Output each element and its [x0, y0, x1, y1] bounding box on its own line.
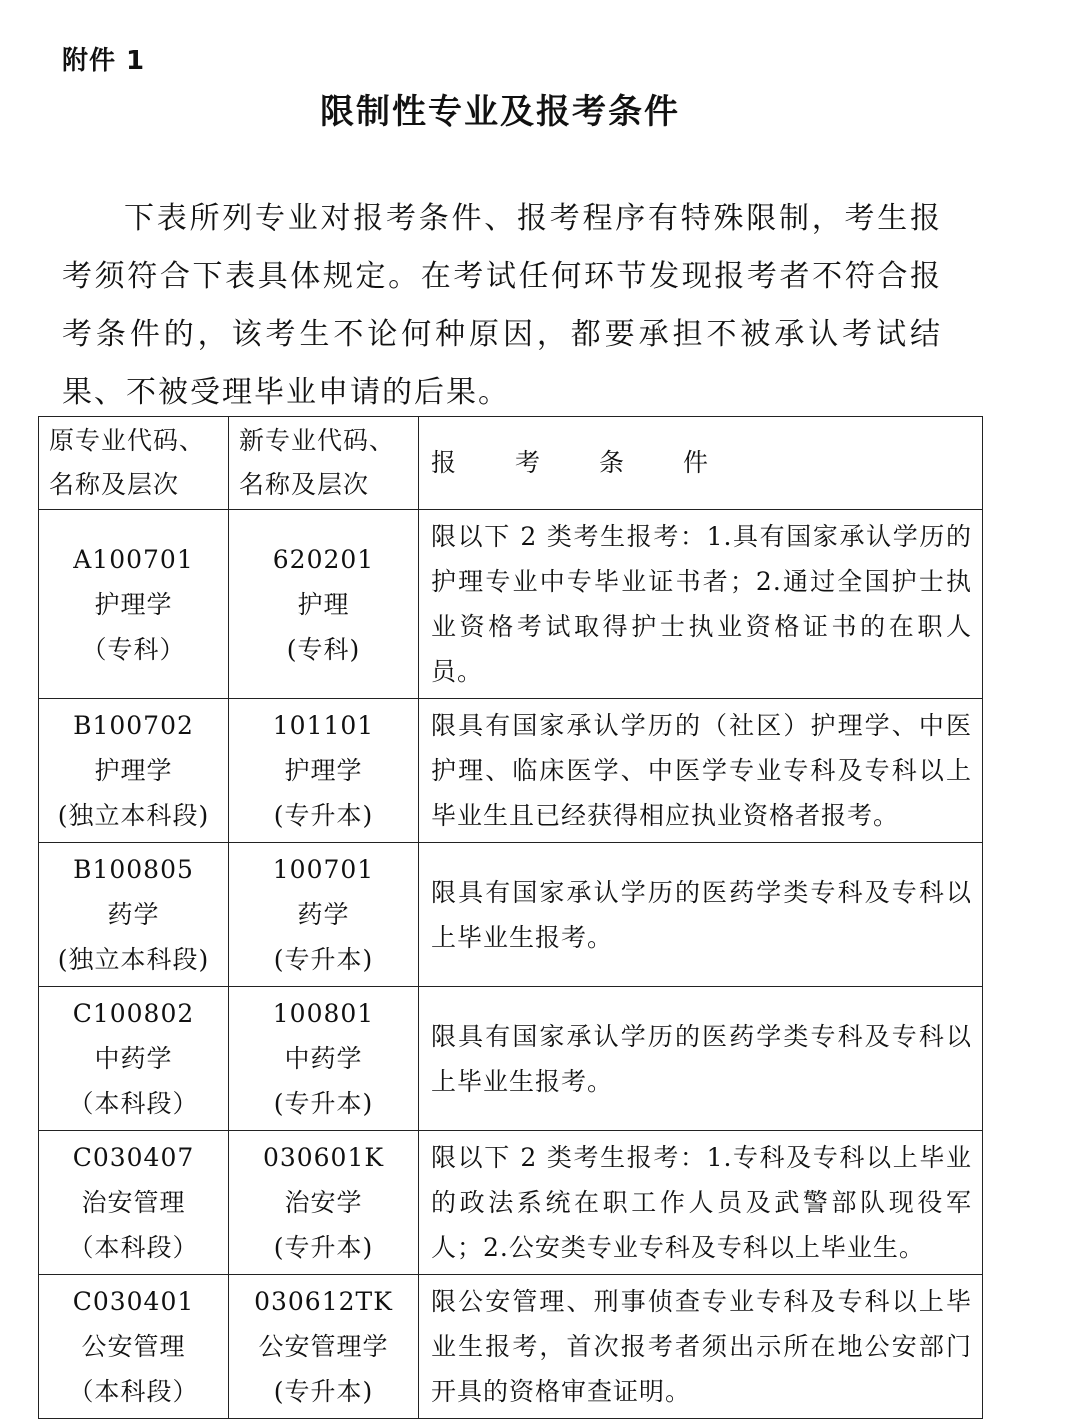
old-name: 药学 [107, 900, 160, 929]
table-row [39, 1275, 983, 1419]
conditions-table [38, 416, 983, 1419]
new-major-cell [229, 843, 419, 987]
old-major-cell [39, 510, 229, 699]
new-major-cell [229, 1275, 419, 1419]
old-name: 公安管理 [81, 1332, 186, 1361]
old-code: C030407 [72, 1143, 195, 1172]
header-old-line2: 名称及层次 [49, 470, 180, 499]
old-name: 中药学 [94, 1044, 173, 1073]
new-name: 公安管理学 [258, 1332, 389, 1361]
new-code: 620201 [272, 544, 375, 574]
old-level: (独立本科段) [57, 945, 210, 974]
new-level: (专科) [286, 634, 361, 664]
new-name: 护理学 [284, 756, 363, 785]
condition-cell: 限具有国家承认学历的（社区）护理学、中医护理、临床医学、中医学专业专科及专科以上毕业生且已经获得相应执业资格者报考。 [419, 699, 983, 843]
new-level: (专升本) [273, 1377, 374, 1406]
condition-cell: 限具有国家承认学历的医药学类专科及专科以上毕业生报考。 [419, 987, 983, 1131]
old-major-cell [39, 843, 229, 987]
old-level: （本科段） [68, 1377, 199, 1406]
new-code: 030601K [262, 1143, 385, 1172]
table-row [39, 510, 983, 699]
header-cond-char: 报 [431, 448, 458, 477]
table-header-row [39, 417, 983, 510]
condition-cell: 限以下 2 类考生报考：1.具有国家承认学历的护理专业中专毕业证书者；2.通过全国护士执业资格考试取得护士执业资格证书的在职人员。 [419, 510, 983, 699]
intro-paragraph: 下表所列专业对报考条件、报考程序有特殊限制，考生报考须符合下表具体规定。在考试任何环节发现报考者不符合报考条件的，该考生不论何种原因，都要承担不被承认考试结果、不被受理毕业申请的后果。 [62, 201, 942, 410]
old-code: C100802 [72, 999, 195, 1028]
old-level: （本科段） [68, 1233, 199, 1262]
new-level: (专升本) [273, 945, 374, 974]
attachment-label: 附件 1 [62, 46, 146, 76]
table-row [39, 843, 983, 987]
new-code: 100801 [272, 999, 375, 1028]
old-name: 护理学 [94, 756, 173, 785]
new-code: 100701 [272, 855, 375, 884]
old-level: （专科） [81, 634, 186, 664]
old-major-cell [39, 699, 229, 843]
header-cond-char: 件 [683, 448, 710, 477]
condition-cell: 限以下 2 类考生报考：1.专科及专科以上毕业的政法系统在职工作人员及武警部队现役军人；2.公安类专业专科及专科以上毕业生。 [419, 1131, 983, 1275]
new-level: (专升本) [273, 1089, 374, 1118]
new-level: (专升本) [273, 1233, 374, 1262]
new-major-cell [229, 1131, 419, 1275]
header-old-major [39, 417, 229, 510]
condition-cell: 限公安管理、刑事侦查专业专科及专科以上毕业生报考，首次报考者须出示所在地公安部门开具的资格审查证明。 [419, 1275, 983, 1419]
header-cond-char: 考 [515, 448, 542, 477]
new-level: (专升本) [273, 801, 374, 830]
header-cond-char: 条 [599, 448, 626, 477]
old-major-cell [39, 987, 229, 1131]
old-major-cell [39, 1131, 229, 1275]
new-name: 中药学 [284, 1044, 363, 1073]
old-code: B100805 [73, 855, 194, 884]
new-major-cell [229, 987, 419, 1131]
new-code: 101101 [272, 711, 375, 740]
old-code: B100702 [73, 711, 194, 740]
condition-cell: 限具有国家承认学历的医药学类专科及专科以上毕业生报考。 [419, 843, 983, 987]
old-level: (独立本科段) [57, 801, 210, 830]
old-name: 护理学 [94, 589, 173, 619]
header-new-major [229, 417, 419, 510]
header-new-line1: 新专业代码、 [239, 426, 396, 455]
header-conditions [419, 417, 983, 510]
table-row [39, 987, 983, 1131]
old-code: C030401 [72, 1287, 195, 1316]
new-name: 护理 [297, 589, 350, 619]
old-level: （本科段） [68, 1089, 199, 1118]
document-title: 限制性专业及报考条件 [320, 92, 680, 132]
old-major-cell [39, 1275, 229, 1419]
new-major-cell [229, 510, 419, 699]
new-name: 药学 [297, 900, 350, 929]
new-major-cell [229, 699, 419, 843]
table-row [39, 1131, 983, 1275]
header-new-line2: 名称及层次 [239, 470, 370, 499]
old-name: 治安管理 [81, 1188, 186, 1217]
header-old-line1: 原专业代码、 [49, 426, 206, 455]
new-name: 治安学 [284, 1188, 363, 1217]
new-code: 030612TK [254, 1287, 393, 1316]
table-row [39, 699, 983, 843]
old-code: A100701 [73, 544, 194, 574]
